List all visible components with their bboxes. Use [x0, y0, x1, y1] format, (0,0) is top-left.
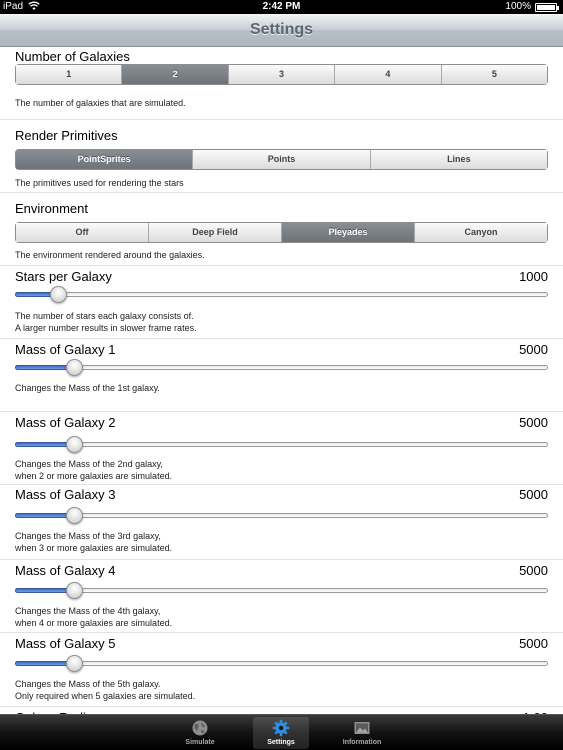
mass-1-slider[interactable] [15, 358, 548, 378]
segment-pleyades[interactable]: Pleyades [281, 223, 414, 242]
slider-fill [15, 513, 74, 518]
slider-thumb[interactable] [66, 582, 83, 599]
tab-bar [0, 714, 563, 750]
section-title: Mass of Galaxy 3 [15, 487, 116, 502]
slider-thumb[interactable] [66, 359, 83, 376]
segment-lines[interactable]: Lines [370, 150, 547, 169]
tab-settings[interactable] [253, 717, 309, 749]
segment-4[interactable]: 4 [334, 65, 440, 84]
slider-fill [15, 588, 74, 593]
slider-track[interactable] [15, 442, 548, 447]
slider-track[interactable] [15, 292, 548, 297]
tab-information[interactable] [334, 717, 390, 749]
section-description: Changes the Mass of the 3rd galaxy, when 3 or more galaxies are simulated. [15, 531, 173, 553]
slider-thumb[interactable] [66, 507, 83, 524]
section-stars-per-galaxy [0, 266, 563, 339]
section-title: Mass of Galaxy 5 [15, 636, 116, 651]
segment-canyon[interactable]: Canyon [414, 223, 547, 242]
slider-track[interactable] [15, 661, 548, 666]
section-mass-galaxy-5 [0, 633, 563, 707]
section-title: Render Primitives [15, 128, 118, 143]
section-mass-galaxy-3 [0, 485, 563, 560]
slider-thumb[interactable] [66, 436, 83, 453]
mass-5-slider[interactable] [15, 654, 548, 674]
section-description: Changes the Mass of the 4th galaxy, when 4 or more galaxies are simulated. [15, 606, 173, 628]
section-value: 1000 [519, 269, 548, 284]
slider-fill [15, 661, 74, 666]
slider-thumb[interactable] [66, 655, 83, 672]
section-render-primitives [0, 120, 563, 193]
section-value: 5000 [519, 487, 548, 502]
segment-pointsprites[interactable]: PointSprites [16, 150, 192, 169]
segment-points[interactable]: Points [192, 150, 369, 169]
section-value: 5000 [519, 563, 548, 578]
galaxies-segmented-control[interactable] [15, 64, 548, 85]
section-description: Changes the Mass of the 5th galaxy. Only required when 5 galaxies are simulated. [15, 679, 196, 701]
mass-2-slider[interactable] [15, 435, 548, 455]
slider-track[interactable] [15, 513, 548, 518]
section-mass-galaxy-4 [0, 560, 563, 633]
picture-icon [353, 719, 371, 737]
section-value: 5000 [519, 636, 548, 651]
section-value: 5000 [519, 342, 548, 357]
slider-track[interactable] [15, 588, 548, 593]
slider-thumb[interactable] [50, 286, 67, 303]
section-title: Environment [15, 201, 88, 216]
section-title: Stars per Galaxy [15, 269, 112, 284]
tab-simulate[interactable] [172, 717, 228, 749]
environment-segmented-control[interactable] [15, 222, 548, 243]
battery-percent: 100% [505, 1, 531, 12]
section-mass-galaxy-1 [0, 339, 563, 412]
section-description: The primitives used for rendering the stars [15, 178, 184, 188]
section-title: Mass of Galaxy 2 [15, 415, 116, 430]
page-title: Settings [249, 21, 314, 38]
clock: 2:42 PM [262, 1, 301, 12]
segment-deep-field[interactable]: Deep Field [148, 223, 281, 242]
navigation-bar [0, 14, 563, 47]
gear-icon [272, 719, 290, 737]
section-title: Mass of Galaxy 4 [15, 563, 116, 578]
slider-fill [15, 442, 74, 447]
section-description: The number of galaxies that are simulated. [15, 98, 186, 108]
mass-4-slider[interactable] [15, 581, 548, 601]
section-description: Changes the Mass of the 2nd galaxy, when 2 or more galaxies are simulated. [15, 459, 173, 481]
section-description: The number of stars each galaxy consists of. A larger number results in slower frame rates. [15, 311, 197, 333]
slider-track[interactable] [15, 365, 548, 370]
segment-3[interactable]: 3 [228, 65, 334, 84]
tab-label: Information [342, 739, 382, 746]
mass-3-slider[interactable] [15, 506, 548, 526]
primitives-segmented-control[interactable] [15, 149, 548, 170]
section-title: Mass of Galaxy 1 [15, 342, 116, 357]
segment-2[interactable]: 2 [121, 65, 227, 84]
section-mass-galaxy-2 [0, 412, 563, 485]
globe-icon [191, 719, 209, 737]
slider-fill [15, 365, 74, 370]
section-description: Changes the Mass of the 1st galaxy. [15, 383, 160, 393]
battery-icon [535, 3, 557, 12]
segment-1[interactable]: 1 [16, 65, 121, 84]
section-description: The environment rendered around the galaxies. [15, 250, 205, 260]
segment-off[interactable]: Off [16, 223, 148, 242]
settings-list[interactable] [0, 47, 563, 714]
carrier-label: iPad [3, 1, 24, 12]
segment-5[interactable]: 5 [441, 65, 547, 84]
section-number-of-galaxies [0, 47, 563, 120]
section-environment [0, 193, 563, 266]
stars-slider[interactable] [15, 285, 548, 305]
section-value: 5000 [519, 415, 548, 430]
section-title: Number of Galaxies [15, 49, 130, 64]
status-bar [0, 0, 563, 14]
tab-label: Simulate [185, 739, 215, 746]
tab-label: Settings [267, 739, 295, 746]
